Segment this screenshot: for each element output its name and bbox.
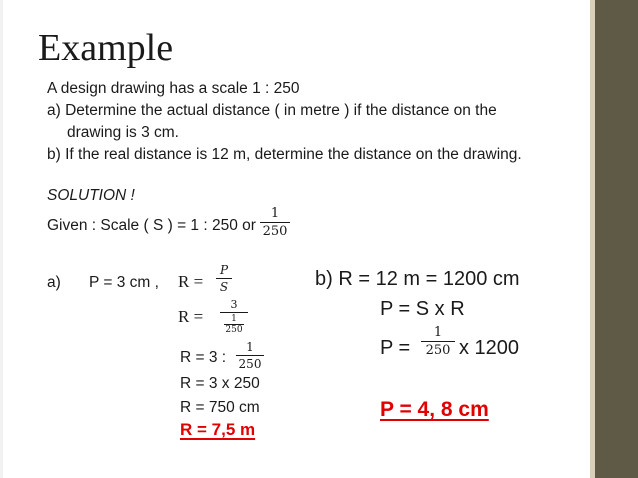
part-a-step5: R = 750 cm bbox=[180, 399, 260, 416]
slide-sidebar bbox=[595, 0, 638, 478]
r-frac-den: S bbox=[219, 280, 229, 294]
part-b-line3-rhs: x 1200 bbox=[459, 337, 520, 359]
fraction-bar bbox=[421, 341, 455, 342]
part-a-step3-fraction bbox=[236, 340, 264, 371]
part-a-r-fraction bbox=[216, 263, 232, 294]
given-fraction bbox=[260, 206, 290, 239]
given-frac-num: 1 bbox=[270, 206, 280, 221]
fraction-bar bbox=[236, 355, 264, 356]
part-b-line1: b) R = 12 m = 1200 cm bbox=[315, 268, 520, 290]
fraction-bar bbox=[260, 222, 290, 223]
step3-den: 250 bbox=[238, 357, 262, 371]
fraction-bar bbox=[216, 278, 232, 279]
part-a-r-eq: R = bbox=[178, 272, 204, 291]
step2-den-den: 250 bbox=[225, 325, 243, 335]
part-b-line2: P = S x R bbox=[380, 298, 465, 320]
problem-line-3: drawing is 3 cm. bbox=[67, 124, 179, 141]
part-b-frac-den: 250 bbox=[425, 343, 451, 358]
slide-left-edge bbox=[0, 0, 3, 478]
part-b-line3-lhs: P = bbox=[380, 337, 411, 359]
fraction-bar bbox=[220, 312, 248, 313]
step2-den-num: 1 bbox=[231, 314, 237, 324]
part-b-frac-num: 1 bbox=[433, 325, 443, 340]
part-b-fraction bbox=[421, 325, 455, 358]
step3-num: 1 bbox=[246, 340, 254, 354]
part-b-answer: P = 4, 8 cm bbox=[380, 398, 489, 421]
part-a-p-value: P = 3 cm , bbox=[89, 274, 159, 291]
part-a-step2-fraction bbox=[220, 298, 248, 335]
step2-num: 3 bbox=[230, 298, 238, 311]
part-a-step4: R = 3 x 250 bbox=[180, 375, 260, 392]
r-frac-num: P bbox=[219, 263, 229, 277]
part-a-answer: R = 7,5 m bbox=[180, 420, 256, 439]
solution-heading: SOLUTION ! bbox=[47, 187, 135, 204]
problem-line-1: A design drawing has a scale 1 : 250 bbox=[47, 80, 300, 97]
slide-title: Example bbox=[38, 27, 174, 69]
part-a-label: a) bbox=[47, 274, 61, 291]
problem-line-2: a) Determine the actual distance ( in metre ) if the distance on the bbox=[47, 102, 497, 119]
problem-line-4: b) If the real distance is 12 m, determine the distance on the drawing. bbox=[47, 146, 522, 163]
part-a-step3-lhs: R = 3 : bbox=[180, 349, 227, 366]
part-a-step2-lhs: R = bbox=[178, 307, 204, 326]
given-text: Given : Scale ( S ) = 1 : 250 or bbox=[47, 217, 256, 234]
given-frac-den: 250 bbox=[262, 224, 288, 239]
